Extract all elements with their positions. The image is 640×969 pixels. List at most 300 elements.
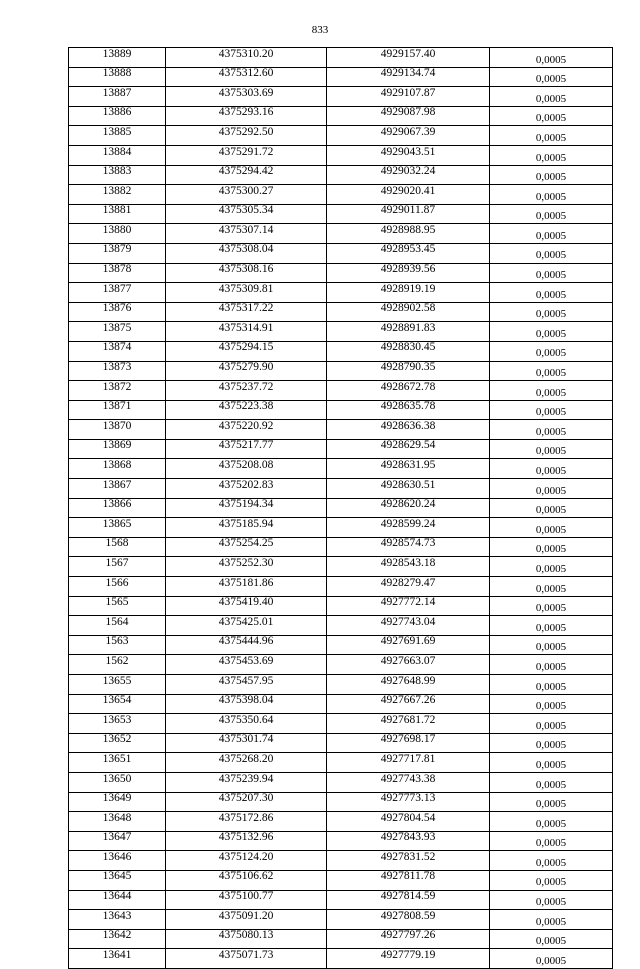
cell-y-coordinate [327,831,490,851]
cell-y-coordinate [327,87,490,107]
cell-x-coordinate-text: 4375425.01 [218,615,274,628]
cell-y-coordinate-text: 4928672.78 [380,380,436,393]
cell-point-id-text: 13870 [102,419,132,432]
table-row [69,733,613,753]
cell-x-coordinate [166,322,327,342]
cell-y-coordinate [327,694,490,714]
cell-point-id-text: 13868 [102,459,132,472]
cell-y-coordinate-text: 4928574.73 [380,537,436,550]
cell-y-coordinate-text: 4929067.39 [380,125,436,138]
cell-point-id [69,812,166,832]
cell-y-coordinate [327,283,490,303]
table-row [69,518,613,538]
cell-y-coordinate-text: 4928902.58 [380,302,436,315]
cell-point-id [69,243,166,263]
cell-point-id-text: 13878 [102,263,132,276]
table-row [69,322,613,342]
cell-point-id [69,910,166,930]
cell-point-id [69,949,166,969]
cell-point-id-text: 13644 [102,890,132,903]
cell-tolerance-text: 0,0005 [535,700,567,713]
cell-y-coordinate-text: 4927797.26 [380,929,436,942]
cell-x-coordinate [166,439,327,459]
cell-y-coordinate-text: 4928631.95 [380,459,436,472]
cell-y-coordinate [327,714,490,734]
cell-tolerance [490,518,613,538]
table-row [69,870,613,890]
cell-y-coordinate [327,929,490,949]
cell-tolerance-text: 0,0005 [535,798,567,811]
cell-x-coordinate [166,910,327,930]
cell-x-coordinate-text: 4375252.30 [218,556,274,569]
table-row [69,537,613,557]
cell-y-coordinate-text: 4927698.17 [380,733,436,746]
cell-y-coordinate [327,616,490,636]
cell-y-coordinate [327,302,490,322]
cell-point-id-text: 13872 [102,380,132,393]
cell-y-coordinate [327,596,490,616]
cell-x-coordinate-text: 4375132.96 [218,831,274,844]
cell-tolerance [490,361,613,381]
cell-y-coordinate [327,243,490,263]
cell-point-id [69,929,166,949]
cell-tolerance-text: 0,0005 [535,112,567,125]
cell-y-coordinate-text: 4929107.87 [380,86,436,99]
cell-point-id [69,145,166,165]
table-row [69,459,613,479]
cell-y-coordinate-text: 4929020.41 [380,184,436,197]
cell-y-coordinate [327,792,490,812]
cell-tolerance [490,910,613,930]
table-row [69,341,613,361]
cell-x-coordinate [166,518,327,538]
cell-y-coordinate-text: 4927814.59 [380,890,436,903]
cell-tolerance [490,224,613,244]
cell-tolerance [490,675,613,695]
cell-tolerance [490,635,613,655]
cell-y-coordinate-text: 4929043.51 [380,145,436,158]
cell-point-id [69,302,166,322]
cell-x-coordinate [166,341,327,361]
cell-y-coordinate [327,381,490,401]
table-row [69,596,613,616]
cell-y-coordinate-text: 4929157.40 [380,47,436,60]
cell-tolerance [490,302,613,322]
cell-y-coordinate [327,753,490,773]
cell-tolerance-text: 0,0005 [535,758,567,771]
table-row [69,263,613,283]
table-row [69,106,613,126]
cell-point-id-text: 13880 [102,223,132,236]
cell-point-id-text: 13654 [102,694,132,707]
cell-tolerance [490,753,613,773]
cell-y-coordinate-text: 4927772.14 [380,596,436,609]
cell-tolerance-text: 0,0005 [535,53,567,66]
cell-y-coordinate [327,498,490,518]
cell-y-coordinate-text: 4927831.52 [380,850,436,863]
cell-tolerance-text: 0,0005 [535,896,567,909]
cell-y-coordinate [327,870,490,890]
cell-x-coordinate-text: 4375268.20 [218,752,274,765]
cell-tolerance-text: 0,0005 [535,151,567,164]
cell-point-id-text: 1565 [105,596,129,609]
cell-tolerance [490,792,613,812]
cell-x-coordinate [166,870,327,890]
cell-point-id [69,537,166,557]
cell-x-coordinate-text: 4375202.83 [218,478,274,491]
cell-y-coordinate [327,675,490,695]
table-row [69,675,613,695]
cell-y-coordinate-text: 4929011.87 [380,204,436,217]
table-row [69,185,613,205]
cell-tolerance-text: 0,0005 [535,621,567,634]
cell-y-coordinate-text: 4927648.99 [380,674,436,687]
cell-point-id-text: 13889 [102,47,132,60]
cell-y-coordinate [327,479,490,499]
table-row [69,204,613,224]
cell-point-id-text: 13653 [102,713,132,726]
coordinates-table-body [69,48,613,969]
cell-y-coordinate-text: 4927743.04 [380,615,436,628]
table-row [69,831,613,851]
cell-y-coordinate-text: 4928891.83 [380,321,436,334]
cell-tolerance [490,341,613,361]
table-row [69,694,613,714]
table-row [69,67,613,87]
cell-y-coordinate-text: 4927843.93 [380,831,436,844]
cell-tolerance [490,263,613,283]
table-row [69,792,613,812]
cell-point-id-text: 1568 [105,537,129,550]
cell-point-id-text: 13886 [102,106,132,119]
cell-tolerance-text: 0,0005 [535,935,567,948]
cell-x-coordinate [166,655,327,675]
cell-tolerance-text: 0,0005 [535,915,567,928]
cell-y-coordinate-text: 4928636.38 [380,419,436,432]
cell-point-id [69,694,166,714]
cell-x-coordinate [166,557,327,577]
cell-y-coordinate [327,557,490,577]
cell-point-id-text: 1562 [105,654,129,667]
cell-point-id [69,224,166,244]
cell-x-coordinate-text: 4375350.64 [218,713,274,726]
cell-y-coordinate [327,224,490,244]
cell-x-coordinate-text: 4375305.34 [218,204,274,217]
cell-y-coordinate-text: 4927743.38 [380,772,436,785]
cell-x-coordinate-text: 4375294.42 [218,165,274,178]
cell-x-coordinate [166,537,327,557]
cell-tolerance-text: 0,0005 [535,406,567,419]
cell-point-id-text: 13887 [102,86,132,99]
cell-y-coordinate-text: 4928543.18 [380,556,436,569]
cell-point-id-text: 13879 [102,243,132,256]
cell-y-coordinate-text: 4928599.24 [380,517,436,530]
cell-y-coordinate-text: 4927663.07 [380,654,436,667]
cell-x-coordinate [166,890,327,910]
cell-point-id-text: 13874 [102,341,132,354]
cell-tolerance [490,459,613,479]
cell-tolerance [490,812,613,832]
cell-point-id [69,557,166,577]
table-row [69,165,613,185]
cell-point-id [69,459,166,479]
cell-point-id [69,577,166,597]
cell-tolerance [490,831,613,851]
cell-y-coordinate [327,733,490,753]
coordinates-table-wrapper [68,47,608,969]
cell-x-coordinate-text: 4375091.20 [218,909,274,922]
cell-y-coordinate [327,655,490,675]
cell-tolerance [490,949,613,969]
cell-tolerance [490,165,613,185]
cell-x-coordinate [166,87,327,107]
cell-x-coordinate-text: 4375194.34 [218,498,274,511]
table-row [69,439,613,459]
cell-y-coordinate [327,126,490,146]
cell-x-coordinate [166,224,327,244]
cell-point-id [69,67,166,87]
cell-y-coordinate [327,361,490,381]
cell-x-coordinate-text: 4375185.94 [218,517,274,530]
cell-y-coordinate-text: 4928830.45 [380,341,436,354]
cell-x-coordinate [166,498,327,518]
cell-point-id [69,185,166,205]
cell-point-id-text: 13882 [102,184,132,197]
cell-x-coordinate [166,831,327,851]
cell-tolerance-text: 0,0005 [535,523,567,536]
cell-point-id-text: 13873 [102,361,132,374]
cell-tolerance-text: 0,0005 [535,876,567,889]
cell-point-id-text: 13867 [102,478,132,491]
cell-x-coordinate-text: 4375217.77 [218,439,274,452]
table-row [69,949,613,969]
cell-y-coordinate-text: 4928919.19 [380,282,436,295]
cell-y-coordinate-text: 4927773.13 [380,792,436,805]
cell-tolerance [490,204,613,224]
cell-x-coordinate [166,381,327,401]
cell-y-coordinate-text: 4928790.35 [380,361,436,374]
cell-tolerance-text: 0,0005 [535,210,567,223]
cell-x-coordinate [166,635,327,655]
cell-point-id-text: 13642 [102,929,132,942]
cell-tolerance [490,420,613,440]
cell-x-coordinate [166,753,327,773]
cell-point-id-text: 13641 [102,948,132,961]
cell-tolerance-text: 0,0005 [535,288,567,301]
cell-y-coordinate [327,518,490,538]
cell-y-coordinate [327,459,490,479]
cell-x-coordinate-text: 4375314.91 [218,321,274,334]
table-row [69,145,613,165]
cell-x-coordinate [166,263,327,283]
cell-x-coordinate-text: 4375317.22 [218,302,274,315]
table-row [69,224,613,244]
cell-x-coordinate [166,400,327,420]
cell-y-coordinate-text: 4927779.19 [380,948,436,961]
cell-point-id-text: 13651 [102,752,132,765]
table-row [69,635,613,655]
cell-point-id [69,479,166,499]
cell-point-id-text: 13883 [102,165,132,178]
cell-tolerance [490,870,613,890]
cell-y-coordinate-text: 4928630.51 [380,478,436,491]
cell-x-coordinate-text: 4375071.73 [218,948,274,961]
cell-y-coordinate [327,910,490,930]
coordinates-table [68,47,613,969]
cell-x-coordinate-text: 4375254.25 [218,537,274,550]
cell-tolerance [490,851,613,871]
cell-y-coordinate-text: 4929087.98 [380,106,436,119]
cell-point-id-text: 13871 [102,400,132,413]
cell-point-id [69,851,166,871]
cell-tolerance-text: 0,0005 [535,817,567,830]
cell-point-id [69,635,166,655]
table-row [69,126,613,146]
table-row [69,577,613,597]
cell-x-coordinate-text: 4375307.14 [218,223,274,236]
cell-tolerance [490,126,613,146]
cell-y-coordinate [327,67,490,87]
cell-x-coordinate-text: 4375208.08 [218,459,274,472]
cell-x-coordinate-text: 4375310.20 [218,47,274,60]
table-row [69,420,613,440]
cell-point-id [69,204,166,224]
cell-point-id [69,675,166,695]
cell-y-coordinate-text: 4927691.69 [380,635,436,648]
cell-point-id-text: 13877 [102,282,132,295]
cell-x-coordinate [166,733,327,753]
cell-tolerance [490,733,613,753]
cell-y-coordinate-text: 4929134.74 [380,67,436,80]
cell-x-coordinate-text: 4375080.13 [218,929,274,942]
cell-point-id-text: 13876 [102,302,132,315]
cell-y-coordinate [327,812,490,832]
cell-point-id [69,400,166,420]
cell-y-coordinate [327,577,490,597]
cell-point-id-text: 13884 [102,145,132,158]
cell-tolerance-text: 0,0005 [535,308,567,321]
cell-tolerance [490,537,613,557]
cell-tolerance-text: 0,0005 [535,347,567,360]
cell-tolerance-text: 0,0005 [535,73,567,86]
cell-x-coordinate [166,772,327,792]
cell-y-coordinate [327,106,490,126]
cell-x-coordinate-text: 4375301.74 [218,733,274,746]
cell-tolerance [490,498,613,518]
cell-y-coordinate [327,851,490,871]
cell-point-id-text: 1563 [105,635,129,648]
cell-y-coordinate [327,537,490,557]
cell-y-coordinate-text: 4927811.78 [380,870,436,883]
cell-x-coordinate-text: 4375291.72 [218,145,274,158]
cell-tolerance [490,67,613,87]
cell-point-id [69,263,166,283]
cell-point-id [69,106,166,126]
cell-y-coordinate-text: 4927717.81 [380,752,436,765]
cell-point-id [69,87,166,107]
cell-x-coordinate [166,596,327,616]
cell-point-id [69,596,166,616]
cell-point-id [69,381,166,401]
cell-x-coordinate-text: 4375100.77 [218,890,274,903]
cell-tolerance-text: 0,0005 [535,504,567,517]
cell-tolerance [490,322,613,342]
cell-y-coordinate [327,48,490,68]
cell-tolerance-text: 0,0005 [535,327,567,340]
cell-point-id [69,341,166,361]
table-row [69,890,613,910]
cell-point-id-text: 13645 [102,870,132,883]
cell-y-coordinate [327,263,490,283]
cell-tolerance [490,929,613,949]
cell-tolerance [490,557,613,577]
cell-point-id-text: 1564 [105,615,129,628]
cell-x-coordinate [166,361,327,381]
cell-y-coordinate-text: 4928953.45 [380,243,436,256]
table-row [69,616,613,636]
cell-x-coordinate [166,283,327,303]
cell-tolerance-text: 0,0005 [535,660,567,673]
cell-x-coordinate-text: 4375237.72 [218,380,274,393]
cell-point-id [69,772,166,792]
cell-tolerance-text: 0,0005 [535,249,567,262]
cell-y-coordinate [327,165,490,185]
cell-x-coordinate-text: 4375207.30 [218,792,274,805]
cell-point-id [69,714,166,734]
cell-tolerance-text: 0,0005 [535,856,567,869]
cell-y-coordinate [327,204,490,224]
cell-tolerance-text: 0,0005 [535,778,567,791]
cell-point-id-text: 13869 [102,439,132,452]
cell-x-coordinate [166,479,327,499]
cell-tolerance-text: 0,0005 [535,92,567,105]
cell-tolerance-text: 0,0005 [535,190,567,203]
cell-tolerance-text: 0,0005 [535,367,567,380]
cell-x-coordinate-text: 4375294.15 [218,341,274,354]
cell-tolerance [490,439,613,459]
table-row [69,851,613,871]
cell-point-id [69,655,166,675]
cell-x-coordinate-text: 4375292.50 [218,125,274,138]
cell-x-coordinate [166,204,327,224]
cell-tolerance [490,145,613,165]
cell-tolerance-text: 0,0005 [535,171,567,184]
cell-tolerance [490,48,613,68]
cell-y-coordinate [327,635,490,655]
table-row [69,48,613,68]
table-row [69,812,613,832]
cell-point-id [69,890,166,910]
cell-point-id [69,283,166,303]
cell-point-id [69,753,166,773]
cell-point-id-text: 1566 [105,576,129,589]
cell-tolerance-text: 0,0005 [535,465,567,478]
table-row [69,714,613,734]
cell-y-coordinate-text: 4927667.26 [380,694,436,707]
cell-y-coordinate [327,439,490,459]
cell-point-id-text: 13647 [102,831,132,844]
cell-x-coordinate [166,126,327,146]
cell-x-coordinate [166,714,327,734]
cell-tolerance [490,655,613,675]
cell-tolerance [490,87,613,107]
cell-point-id-text: 13655 [102,674,132,687]
cell-tolerance-text: 0,0005 [535,837,567,850]
cell-y-coordinate-text: 4928629.54 [380,439,436,452]
table-row [69,479,613,499]
cell-x-coordinate-text: 4375106.62 [218,870,274,883]
table-row [69,910,613,930]
